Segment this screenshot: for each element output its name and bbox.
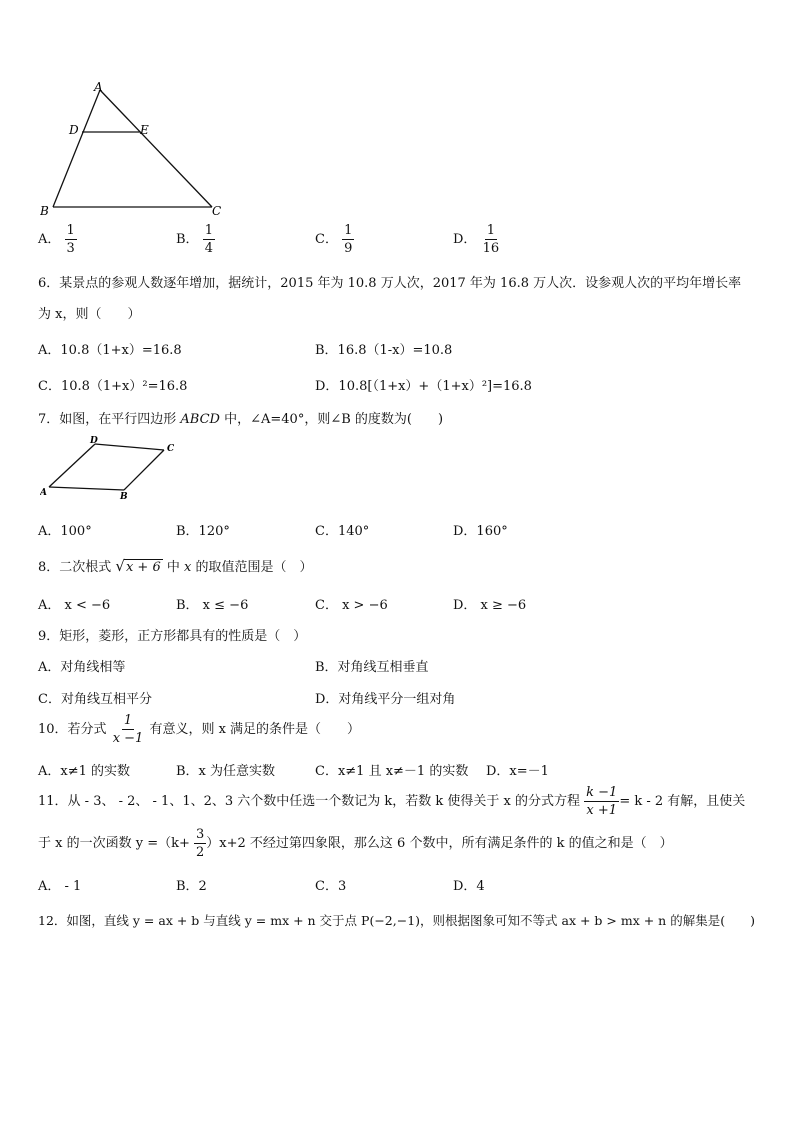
q9-stem: 9．矩形，菱形，正方形都具有的性质是（ ） bbox=[38, 629, 307, 644]
q11-option-a[interactable]: A． - 1 bbox=[38, 879, 82, 894]
q11-option-c[interactable]: C．3 bbox=[315, 879, 347, 894]
fraction: $\frac{1}{4}$ bbox=[204, 223, 213, 256]
fraction: $\frac{3}{2}$ bbox=[196, 827, 205, 860]
vertex-label-b: B bbox=[120, 492, 128, 501]
option-letter: A． bbox=[38, 232, 61, 247]
vertex-label-a: A bbox=[40, 488, 47, 498]
q9-option-c[interactable]: C．对角线互相平分 bbox=[38, 692, 152, 707]
q7-stem: 7．如图，在平行四边形 ABCD 中，∠A=40°，则∠B 的度数为( ) bbox=[38, 412, 444, 427]
q9-option-a[interactable]: A．对角线相等 bbox=[38, 660, 126, 675]
q12-stem: 12．如图，直线 y = ax + b 与直线 y = mx + n 交于点 P(−2,−1)，则根据图象可知不等式 ax + b > mx + n 的解集是( ) bbox=[38, 913, 755, 928]
vertex-label-d: D bbox=[69, 123, 79, 137]
q8-option-b[interactable]: B． x ≤ −6 bbox=[176, 598, 249, 613]
q11-stem-line1: 11．从 - 3、 - 2、 - 1、1、2、3 六个数中任选一个数记为 k，若数 k 使得关于 x 的分式方程 $\frac{k -1}{x +1}$ = k - 2 有解，且使关 bbox=[38, 785, 746, 818]
fraction: $\frac{1}{9}$ bbox=[344, 223, 353, 256]
q5-option-a[interactable] bbox=[38, 224, 77, 255]
q7-option-b[interactable]: B．120° bbox=[176, 524, 230, 539]
fraction: $\frac{1}{3}$ bbox=[66, 223, 75, 256]
q5-option-c[interactable] bbox=[315, 224, 354, 255]
vertex-label-a: A bbox=[94, 80, 103, 94]
q11-stem-line2: 于 x 的一次函数 y =（k+ $\frac{3}{2}$ ）x+2 不经过第四象限，那么这 6 个数中，所有满足条件的 k 的值之和是（ ） bbox=[38, 827, 673, 860]
fraction: $\frac{1}{16}$ bbox=[482, 223, 500, 256]
q7-option-a[interactable]: A．100° bbox=[38, 524, 92, 539]
q7-option-d[interactable]: D．160° bbox=[453, 524, 508, 539]
q6-option-d[interactable]: D．10.8[（1+x）+（1+x）²]=16.8 bbox=[315, 379, 532, 394]
q5-option-b[interactable] bbox=[176, 224, 215, 255]
q11-option-d[interactable]: D．4 bbox=[453, 879, 485, 894]
vertex-label-e: E bbox=[140, 123, 149, 137]
option-letter: B． bbox=[176, 232, 199, 247]
option-letter: D． bbox=[453, 232, 477, 247]
triangle-figure bbox=[40, 80, 230, 220]
q11-option-b[interactable]: B．2 bbox=[176, 879, 207, 894]
q10-option-d[interactable]: D．x=－1 bbox=[486, 764, 549, 779]
fraction: $\frac{k -1}{x +1}$ bbox=[586, 785, 618, 818]
option-letter: C． bbox=[315, 232, 338, 247]
q6-option-a[interactable]: A．10.8（1+x）=16.8 bbox=[38, 343, 182, 358]
q9-option-b[interactable]: B．对角线互相垂直 bbox=[315, 660, 429, 675]
vertex-label-b: B bbox=[40, 204, 49, 218]
vertex-label-d: D bbox=[90, 436, 98, 446]
q10-option-b[interactable]: B．x 为任意实数 bbox=[176, 764, 276, 779]
vertex-label-c: C bbox=[212, 204, 222, 218]
q6-option-b[interactable]: B．16.8（1-x）=10.8 bbox=[315, 343, 453, 358]
parallelogram-figure bbox=[40, 436, 190, 501]
fraction: $\frac{1}{x -1}$ bbox=[112, 713, 144, 746]
q8-option-a[interactable]: A． x < −6 bbox=[38, 598, 111, 613]
q8-option-d[interactable]: D． x ≥ −6 bbox=[453, 598, 527, 613]
q10-option-a[interactable]: A．x≠1 的实数 bbox=[38, 764, 131, 779]
q5-option-d[interactable] bbox=[453, 224, 501, 255]
q10-option-c[interactable]: C．x≠1 且 x≠－1 的实数 bbox=[315, 764, 469, 779]
q10-stem: 10．若分式 $\frac{1}{x -1}$ 有意义，则 x 满足的条件是（ ） bbox=[38, 713, 361, 746]
q6-stem-line1: 6．某景点的参观人数逐年增加，据统计，2015 年为 10.8 万人次，2017 年为 16.8 万人次．设参观人次的平均年增长率 bbox=[38, 276, 742, 291]
q9-option-d[interactable]: D．对角线平分一组对角 bbox=[315, 692, 456, 707]
vertex-label-c: C bbox=[167, 444, 175, 454]
q8-option-c[interactable]: C． x > −6 bbox=[315, 598, 388, 613]
q8-stem: 8．二次根式 √x + 6 中 x 的取值范围是（ ） bbox=[38, 557, 313, 575]
q6-option-c[interactable]: C．10.8（1+x）²=16.8 bbox=[38, 379, 188, 394]
q6-stem-line2: 为 x，则（ ） bbox=[38, 307, 141, 322]
q7-option-c[interactable]: C．140° bbox=[315, 524, 370, 539]
